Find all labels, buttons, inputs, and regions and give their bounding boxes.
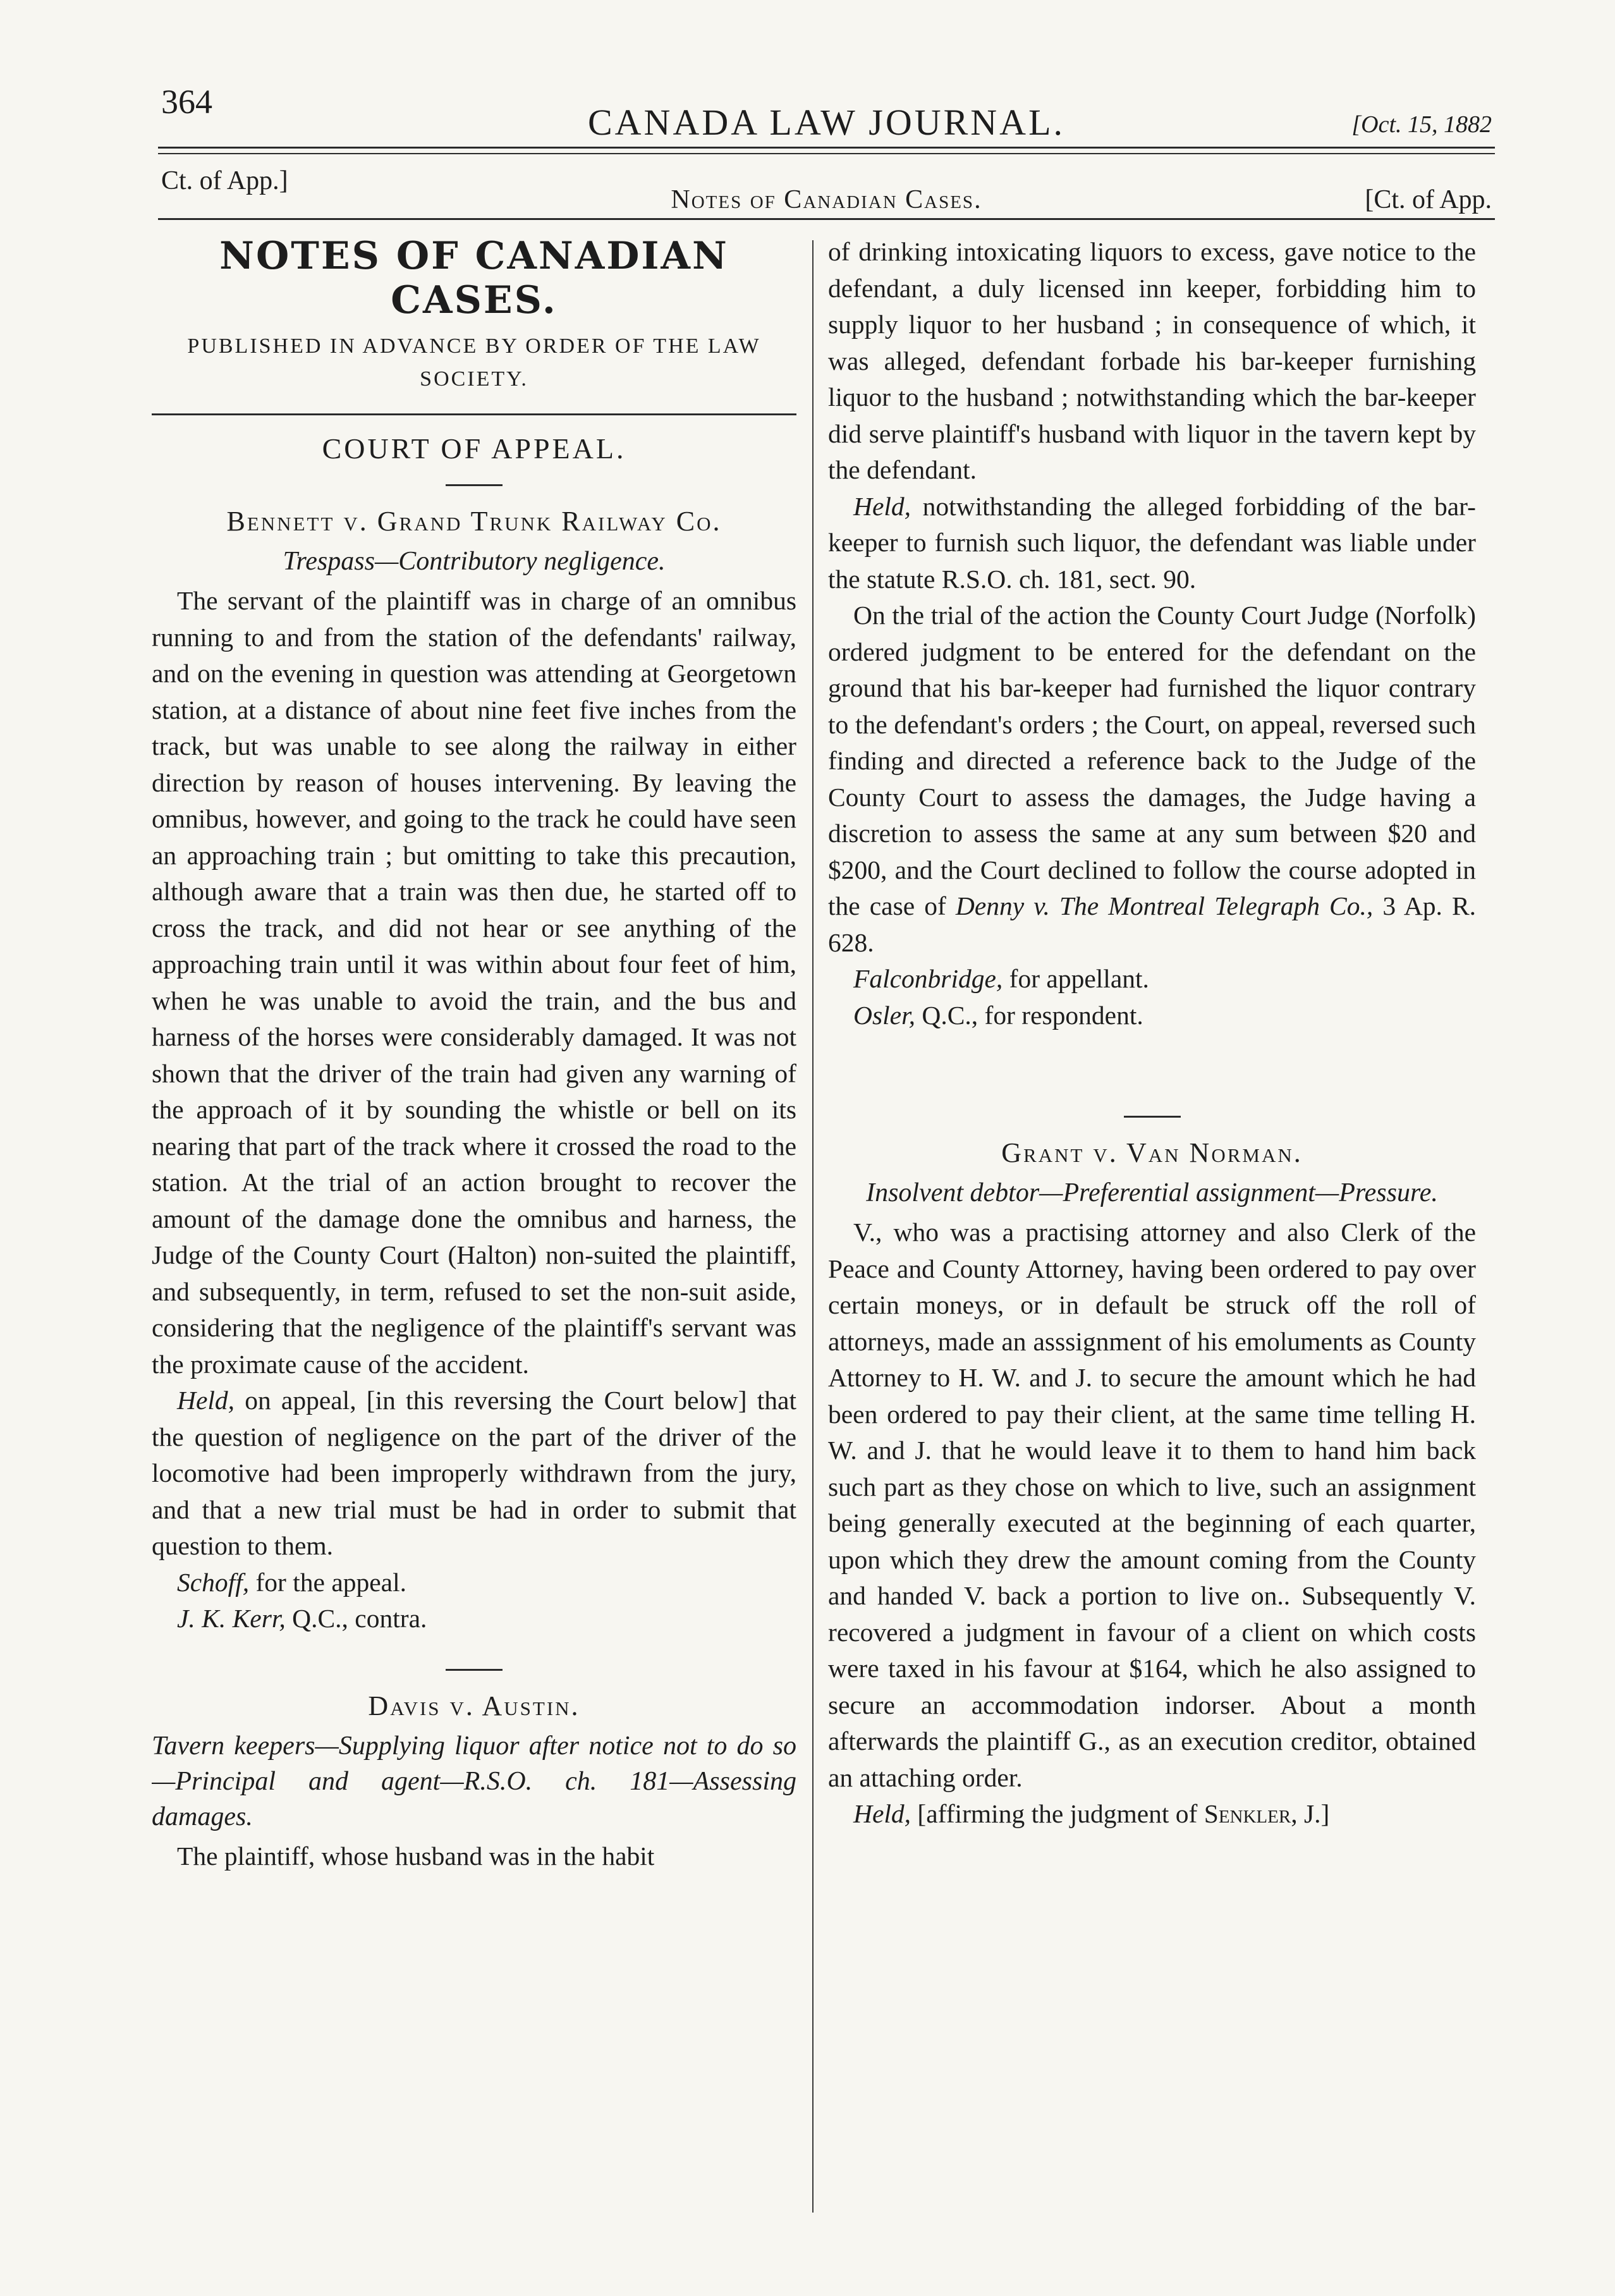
counsel-name: Falconbridge,: [853, 964, 1003, 993]
page-number: 364: [161, 83, 212, 121]
counsel-appellant-bennett: [152, 1565, 796, 1601]
running-head-right: [Ct. of App.: [1365, 185, 1492, 214]
held-text: [affirming the judgment of: [917, 1799, 1198, 1828]
held-label: Held,: [853, 491, 911, 521]
held-bennett: [152, 1383, 796, 1565]
counsel-respondent-bennett: [152, 1601, 796, 1637]
counsel-role: Q.C., for respondent.: [922, 1000, 1143, 1030]
case-title-grant: Grant v. Van Norman.: [1001, 1137, 1303, 1168]
journal-title: CANADA LAW JOURNAL.: [587, 102, 1065, 143]
left-column: [152, 234, 796, 2244]
held-davis: [828, 489, 1476, 598]
header-rule-double: [158, 153, 1495, 154]
issue-date: [Oct. 15, 1882: [1351, 111, 1492, 138]
column-divider: [812, 240, 814, 2213]
case-body-davis-start: The plaintiff, whose husband was in the habit: [177, 1841, 655, 1871]
short-rule: [446, 484, 503, 486]
running-head-left: Ct. of App.]: [161, 166, 288, 195]
trial-paragraph-davis: [828, 597, 1476, 961]
case-title-davis: Davis v. Austin.: [368, 1690, 580, 1721]
counsel-name: Schoff,: [177, 1567, 250, 1597]
case-headnote-grant: Insolvent debtor—Preferential assignment—Pressure.: [866, 1178, 1438, 1207]
running-head: [161, 166, 1492, 216]
held-grant: [828, 1796, 1476, 1833]
right-column: [828, 234, 1476, 2244]
case-headnote-davis: Tavern keepers—Supplying liquor after notice not to do so—Principal and agent—R.S.O. ch. 181—Assessing damages.: [152, 1731, 796, 1831]
court-heading: COURT OF APPEAL.: [322, 432, 626, 465]
section-title: NOTES OF CANADIAN CASES.: [219, 234, 729, 322]
header-rule: [158, 147, 1495, 149]
held-text: on appeal, [in this reversing the Court below] that the question of negligence on the part of the driver of the locomotive had been improperly withdrawn from the jury, and that a new trial must be had in order to submit that question to them.: [152, 1386, 796, 1560]
held-label: Held,: [853, 1799, 911, 1828]
section-rule: [152, 413, 796, 415]
case-body-bennett: The servant of the plaintiff was in charge of an omnibus running to and from the station of the defendants' railway, and on the evening in question was attending at Georgetown station, at a distance of about nine feet five inches from the track, but was unable to see along the railway in either direction by reason of houses intervening. By leaving the omnibus, however, and going to the track he could have seen an approaching train ; but omitting to take this precaution, although aware that a train was then due, he started off to cross the track, and did not hear or see anything of the approaching train until it was within about four feet of him, when he was unable to avoid the train, and the bus and harness of the horses were considerably damaged. It was not shown that the driver of the train had given any warning of the approach of it by sounding the whistle or bell on its nearing that part of the track where it crossed the road to the station. At the trial of an action brought to recover the amount of the damage done the omnibus and harness, the Judge of the County Court (Halton) non-suited the plaintiff, and subsequently, in term, refused to set the non-suit aside, considering that the negligence of the plaintiff's servant was the proximate cause of the accident.: [152, 586, 796, 1379]
case-headnote-bennett: Trespass—Contributory negligence.: [283, 547, 666, 576]
case-body-grant: V., who was a practising attorney and also Clerk of the Peace and County Attorney, having been ordered to pay over certain moneys, or in default be struck off the roll of attorneys, made an asssignment of his emoluments as County Attorney to H. W. and J. to secure the amount which he had been ordered to pay their client, at the same time telling H. W. and J. that he would leave it to them to hand him back such part as they chose on which to live, such an assignment being generally executed at the beginning of each quarter, upon which they drew the amount coming from the County and handed V. back a portion to live on.. Subsequently V. recovered a judgment in favour of a client on which costs were taxed in his favour at $164, which he also assigned to secure an accommodation indorser. About a month afterwards the plaintiff G., as an execution creditor, obtained an attaching order.: [828, 1218, 1476, 1792]
held-text: notwithstanding the alleged forbidding of the bar-keeper to furnish such liquor, the defendant was liable under the statute R.S.O. ch. 181, sect. 90.: [828, 491, 1476, 594]
section-subtitle: PUBLISHED IN ADVANCE BY ORDER OF THE LAW SOCIETY.: [187, 334, 761, 391]
running-head-center: Notes of Canadian Cases.: [671, 185, 982, 214]
case-title-bennett: Bennett v. Grand Trunk Railway Co.: [226, 506, 722, 537]
case-body-davis-continued: of drinking intoxicating liquors to excess, gave notice to the defendant, a duly licensed inn keeper, forbidding him to supply liquor to her husband ; in consequence of which, it was alleged, defendant forbade his bar-keeper furnishing liquor to the husband ; notwithstanding which the bar-keeper did serve plaintiff's husband with liquor in the tavern kept by the defendant.: [828, 237, 1476, 484]
counsel-respondent-davis: [828, 998, 1476, 1034]
cited-case: Denny v. The Montreal Telegraph Co.,: [955, 891, 1374, 920]
counsel-role: for appellant.: [1009, 964, 1149, 993]
running-head-rule: [158, 218, 1495, 220]
folio-row: [161, 82, 1492, 152]
counsel-role: Q.C., contra.: [292, 1604, 427, 1633]
counsel-role: for the appeal.: [255, 1567, 406, 1597]
counsel-name: Osler,: [853, 1000, 915, 1030]
held-label: Held,: [177, 1386, 235, 1415]
citation: 3 Ap. R. 628.: [828, 891, 1476, 957]
counsel-appellant-davis: [828, 961, 1476, 998]
short-rule: [1124, 1116, 1181, 1118]
trial-text: On the trial of the action the County Court Judge (Norfolk) ordered judgment to be entered for the defendant on the ground that his bar-keeper had furnished the liquor contrary to the defendant's orders ; the Court, on appeal, reversed such finding and directed a reference back to the Judge of the County Court to assess the damages, the Judge having a discretion to assess the same at any sum between $20 and $200, and the Court declined to follow the course adopted in the case of: [828, 601, 1476, 920]
short-rule: [446, 1669, 503, 1671]
judge-name: Senkler, J.]: [1204, 1799, 1330, 1828]
counsel-name: J. K. Kerr,: [177, 1604, 286, 1633]
